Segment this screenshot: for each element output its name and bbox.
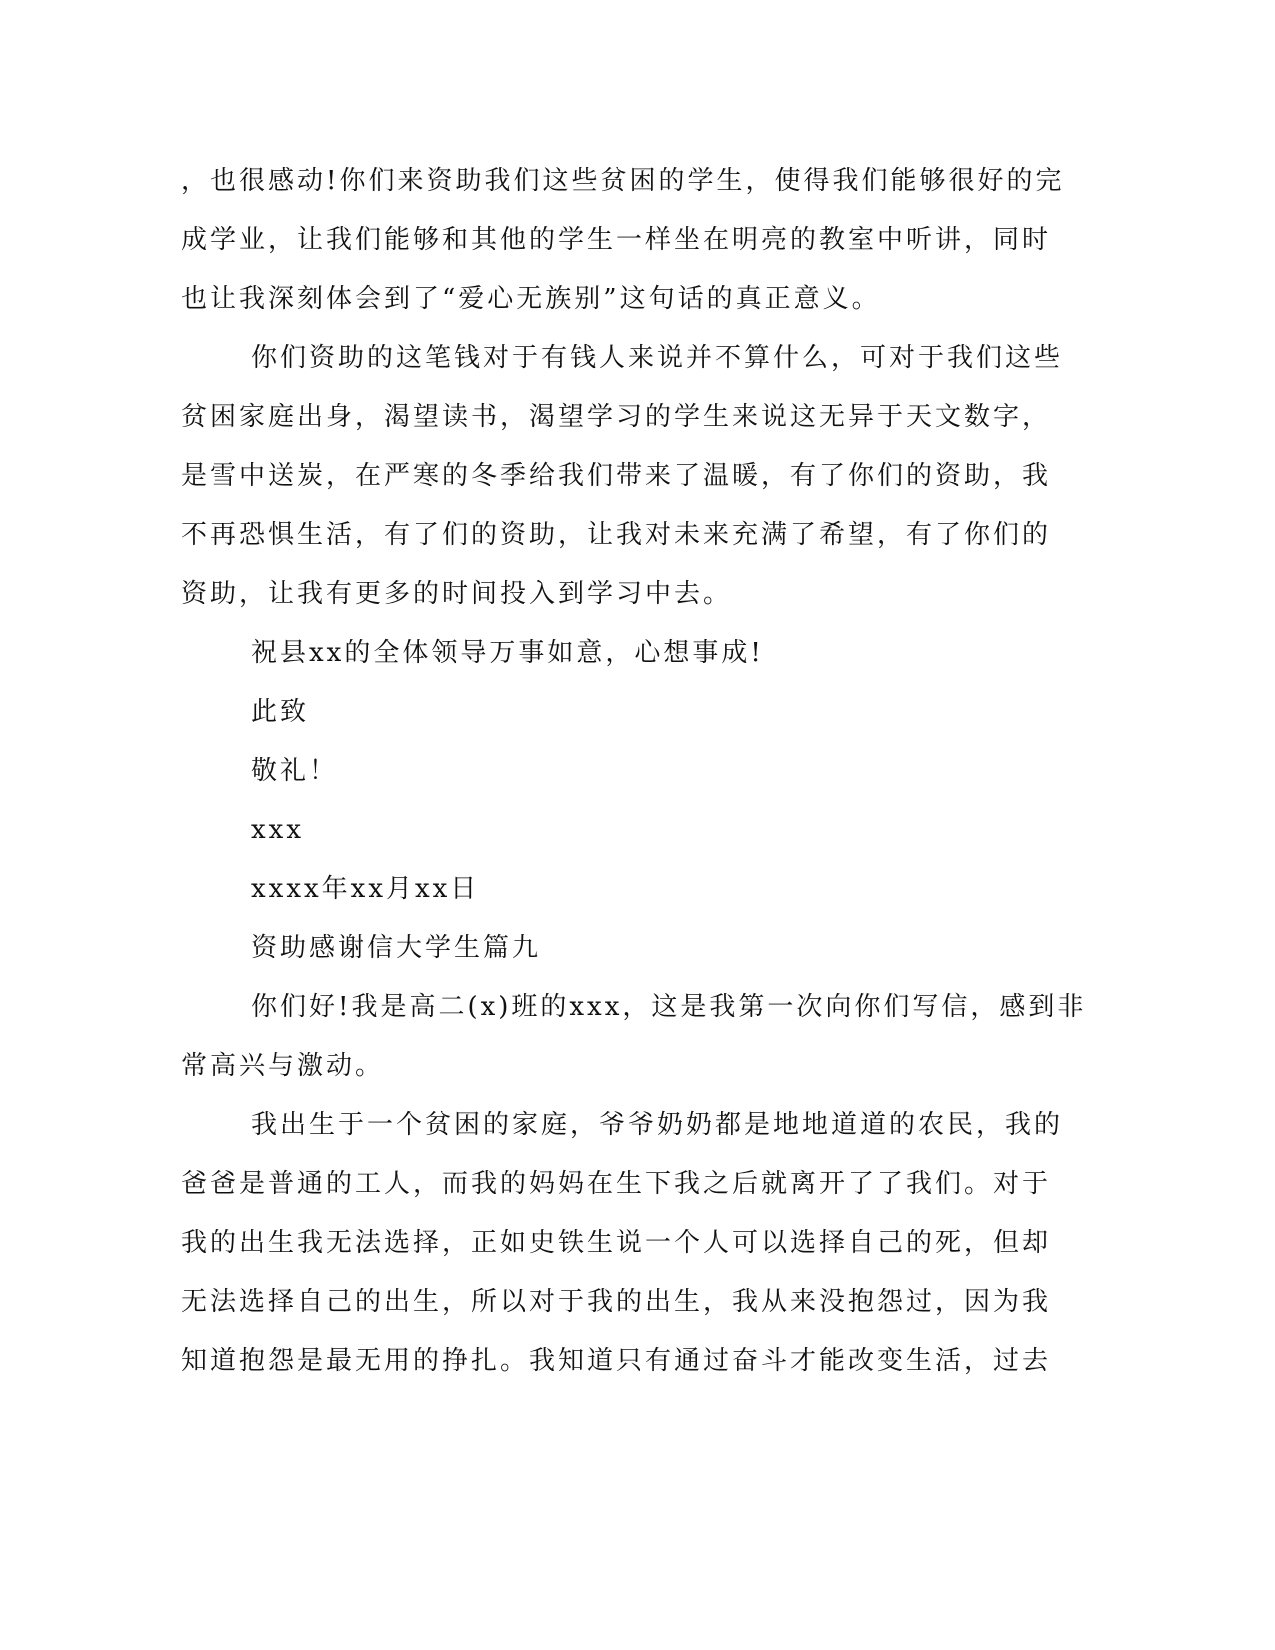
text-line: 是雪中送炭，在严寒的冬季给我们带来了温暖，有了你们的资助，我 [181,461,1052,491]
text-line: 资助，让我有更多的时间投入到学习中去。 [181,579,733,609]
paragraph-start-line: 我出生于一个贫困的家庭，爷爷奶奶都是地地道道的农民，我的 [251,1110,1064,1140]
paragraph-start-line: 你们资助的这笔钱对于有钱人来说并不算什么，可对于我们这些 [251,343,1064,373]
text-line: 贫困家庭出身，渴望读书，渴望学习的学生来说这无异于天文数字， [181,402,1052,432]
section-heading: 资助感谢信大学生篇九 [251,933,542,963]
text-line: 知道抱怨是最无用的挣扎。我知道只有通过奋斗才能改变生活，过去 [181,1346,1052,1376]
text-line: 爸爸是普通的工人，而我的妈妈在生下我之后就离开了了我们。对于 [181,1169,1052,1199]
text-line: 我的出生我无法选择，正如史铁生说一个人可以选择自己的死，但却 [181,1228,1052,1258]
salutation-line: 敬礼！ [251,756,339,786]
text-line: 无法选择自己的出生，所以对于我的出生，我从来没抱怨过，因为我 [181,1287,1052,1317]
text-line: 不再恐惧生活，有了们的资助，让我对未来充满了希望，有了你们的 [181,520,1052,550]
text-line: 也让我深刻体会到了“爱心无族别”这句话的真正意义。 [181,284,881,314]
wishes-line: 祝县xx的全体领导万事如意，心想事成! [251,638,764,668]
closing-line: 此致 [251,697,310,727]
signature-date: xxxx年xx月xx日 [251,874,480,904]
signature-name: xxx [251,815,304,845]
letter-body [181,152,1087,1391]
greeting-line: 你们好!我是高二(x)班的xxx，这是我第一次向你们写信，感到非 [251,992,1087,1022]
text-line: ，也很感动!你们来资助我们这些贫困的学生，使得我们能够很好的完 [181,166,1065,196]
text-line: 常高兴与激动。 [181,1051,385,1081]
text-line: 成学业，让我们能够和其他的学生一样坐在明亮的教室中听讲，同时 [181,225,1052,255]
